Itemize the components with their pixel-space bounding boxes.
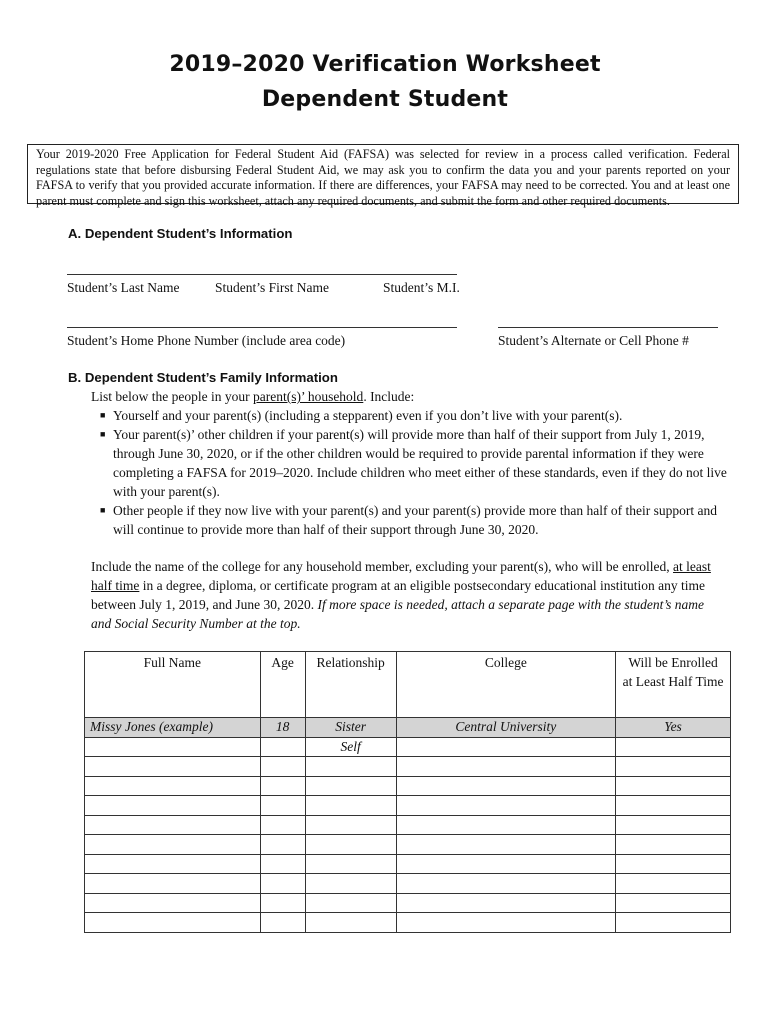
list-item: ■ Your parent(s)’ other children if your parent(s) will provide more than half of their support from July 1, 2019, through June 30, 2020, or if the other children would be required to provide parental information if they were completing a FAFSA for 2019–2020. Include children who meet either of these standards, even if they do not live with your parent(s).: [100, 427, 727, 499]
half-time-cell[interactable]: [616, 737, 731, 757]
table-row: [85, 737, 731, 757]
section-b-heading: B. Dependent Student’s Family Information: [68, 370, 338, 385]
name-cell[interactable]: [85, 815, 261, 835]
half-time-cell[interactable]: [616, 796, 731, 816]
self-label: Self: [305, 737, 396, 757]
last-name-label: Student’s Last Name: [67, 280, 180, 295]
example-college: Central University: [396, 718, 616, 738]
relationship-cell[interactable]: [305, 874, 396, 894]
half-time-cell[interactable]: [616, 815, 731, 835]
college-cell[interactable]: [396, 893, 616, 913]
example-relationship: Sister: [305, 718, 396, 738]
household-table: [84, 651, 731, 933]
worksheet-title: 2019–2020 Verification Worksheet: [169, 52, 601, 77]
half-time-cell[interactable]: [616, 854, 731, 874]
name-cell[interactable]: [85, 776, 261, 796]
name-cell[interactable]: [85, 854, 261, 874]
household-intro: List below the people in your parent(s)’ household. Include:: [91, 389, 415, 404]
section-a-heading: A. Dependent Student’s Information: [68, 226, 293, 241]
name-cell[interactable]: [85, 913, 261, 933]
college-cell[interactable]: [396, 874, 616, 894]
example-age: 18: [260, 718, 305, 738]
age-cell[interactable]: [260, 913, 305, 933]
table-row: [85, 757, 731, 777]
age-cell[interactable]: [260, 835, 305, 855]
half-time-cell[interactable]: [616, 757, 731, 777]
relationship-cell[interactable]: [305, 854, 396, 874]
name-cell[interactable]: [85, 893, 261, 913]
age-cell[interactable]: [260, 874, 305, 894]
relationship-cell[interactable]: [305, 796, 396, 816]
bullet-icon: ■: [100, 429, 106, 439]
example-row: [85, 718, 731, 738]
college-cell[interactable]: [396, 854, 616, 874]
name-cell[interactable]: [85, 796, 261, 816]
intro-box: Your 2019-2020 Free Application for Federal Student Aid (FAFSA) was selected for review in a process called verification. Federal regulations state that before disbursing Federal Student Aid, we may ask you to confirm the data you and your parents reported on your FAFSA to verify that you provided accurate information. If there are differences, your FAFSA may need to be corrected. You and at least one parent must complete and sign this worksheet, attach any required documents, and submit the form and other required documents.: [27, 144, 739, 204]
mi-label: Student’s M.I.: [383, 280, 460, 295]
half-time-cell[interactable]: [616, 913, 731, 933]
relationship-cell[interactable]: [305, 835, 396, 855]
college-cell[interactable]: [396, 815, 616, 835]
name-cell[interactable]: [85, 874, 261, 894]
age-cell[interactable]: [260, 776, 305, 796]
college-cell[interactable]: [396, 737, 616, 757]
age-cell[interactable]: [260, 854, 305, 874]
table-header-row: [85, 652, 731, 718]
college-cell[interactable]: [396, 913, 616, 933]
half-time-cell[interactable]: [616, 835, 731, 855]
home-phone-field[interactable]: [67, 327, 457, 328]
worksheet-subtitle: Dependent Student: [261, 87, 509, 112]
relationship-cell[interactable]: [305, 893, 396, 913]
relationship-cell[interactable]: [305, 757, 396, 777]
cell-phone-label: Student’s Alternate or Cell Phone #: [498, 333, 689, 348]
name-cell[interactable]: [85, 737, 261, 757]
home-phone-label: Student’s Home Phone Number (include area code): [67, 333, 346, 348]
relationship-cell[interactable]: [305, 913, 396, 933]
list-item: ■ Other people if they now live with your parent(s) and your parent(s) provide more than half of their support and will continue to provide more than half of their support through June 30, 2020.: [100, 503, 717, 537]
example-name: Missy Jones (example): [85, 718, 261, 738]
college-cell[interactable]: [396, 796, 616, 816]
example-half-time: Yes: [616, 718, 731, 738]
table-row: [85, 835, 731, 855]
college-instructions: Include the name of the college for any household member, excluding your parent(s), who will be enrolled, at least half time in a degree, diploma, or certificate program at an eligible postsecondary educational institution any time between July 1, 2019, and June 30, 2020. If more space is needed, attach a separate page with the student’s name and Social Security Number at the top.: [91, 559, 711, 631]
relationship-cell[interactable]: [305, 815, 396, 835]
table-row: [85, 815, 731, 835]
age-cell[interactable]: [260, 815, 305, 835]
first-name-label: Student’s First Name: [215, 280, 329, 295]
table-row: [85, 796, 731, 816]
student-name-field[interactable]: [67, 274, 457, 275]
table-row: [85, 913, 731, 933]
college-cell[interactable]: [396, 757, 616, 777]
col-relationship: Relationship: [305, 652, 396, 718]
college-cell[interactable]: [396, 776, 616, 796]
list-item: ■ Yourself and your parent(s) (including a stepparent) even if you don’t live with your parent(s).: [100, 408, 623, 423]
table-row: [85, 776, 731, 796]
col-full-name: Full Name: [85, 652, 261, 718]
cell-phone-field[interactable]: [498, 327, 718, 328]
half-time-cell[interactable]: [616, 874, 731, 894]
table-row: [85, 874, 731, 894]
age-cell[interactable]: [260, 737, 305, 757]
relationship-cell[interactable]: [305, 776, 396, 796]
age-cell[interactable]: [260, 757, 305, 777]
name-cell[interactable]: [85, 835, 261, 855]
college-cell[interactable]: [396, 835, 616, 855]
table-row: [85, 893, 731, 913]
half-time-cell[interactable]: [616, 893, 731, 913]
name-cell[interactable]: [85, 757, 261, 777]
age-cell[interactable]: [260, 796, 305, 816]
col-college: College: [396, 652, 616, 718]
half-time-cell[interactable]: [616, 776, 731, 796]
age-cell[interactable]: [260, 893, 305, 913]
col-age: Age: [260, 652, 305, 718]
include-list: [100, 406, 730, 539]
col-half-time: Will be Enrolled at Least Half Time: [616, 652, 731, 718]
bullet-icon: ■: [100, 410, 106, 420]
table-row: [85, 854, 731, 874]
bullet-icon: ■: [100, 505, 106, 515]
